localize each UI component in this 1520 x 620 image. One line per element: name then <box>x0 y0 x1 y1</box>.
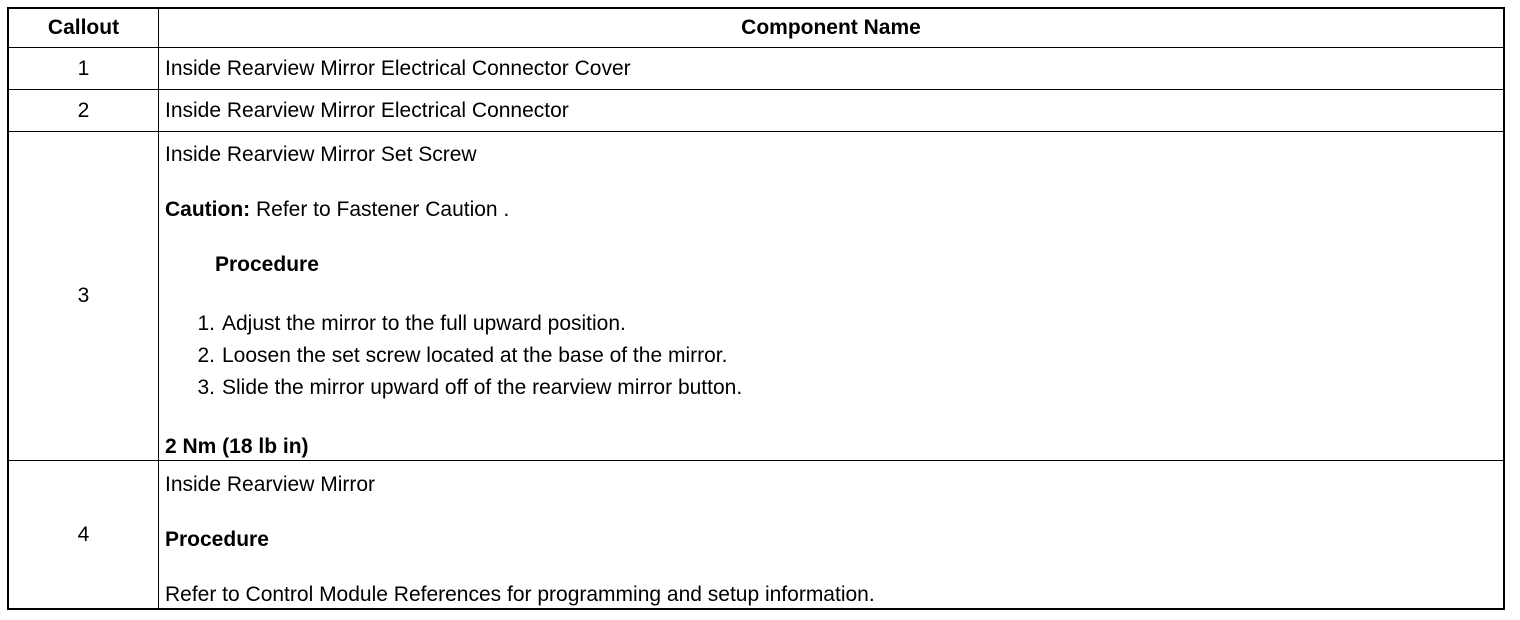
callout-cell: 4 <box>9 461 159 610</box>
callout-cell: 1 <box>9 48 159 90</box>
caution-note <box>165 198 1503 222</box>
component-name-cell: Inside Rearview Mirror Electrical Connector <box>159 90 1504 132</box>
header-component-name: Component Name <box>159 9 1504 48</box>
table-row <box>9 48 1503 90</box>
component-name-cell: Inside Rearview Mirror Electrical Connector Cover <box>159 48 1504 90</box>
step-text: Adjust the mirror to the full upward position. <box>222 312 626 335</box>
caution-text: Refer to Fastener Caution . <box>250 198 510 221</box>
step-number: 1. <box>197 312 215 335</box>
header-callout: Callout <box>9 9 159 48</box>
procedure-note: Refer to Control Module References for programming and setup information. <box>165 583 875 606</box>
component-name-cell <box>159 132 1504 461</box>
step-number: 3. <box>197 376 215 399</box>
component-table-frame <box>7 7 1505 610</box>
component-name: Inside Rearview Mirror Set Screw <box>165 143 477 166</box>
step-text: Loosen the set screw located at the base of the mirror. <box>222 344 728 367</box>
callout-cell: 3 <box>9 132 159 461</box>
component-table <box>9 9 1503 609</box>
component-name-cell <box>159 461 1504 610</box>
table-row <box>9 132 1503 461</box>
procedure-heading: Procedure <box>165 528 269 551</box>
header-row <box>9 9 1503 48</box>
step-number: 2. <box>197 344 215 367</box>
table-row <box>9 461 1503 610</box>
procedure-step <box>165 340 1503 372</box>
procedure-step <box>165 308 1503 340</box>
torque-spec: 2 Nm (18 lb in) <box>165 435 309 458</box>
component-name: Inside Rearview Mirror <box>165 473 376 496</box>
procedure-steps <box>165 308 1503 404</box>
callout-cell: 2 <box>9 90 159 132</box>
table-row <box>9 90 1503 132</box>
step-text: Slide the mirror upward off of the rearview mirror button. <box>222 376 743 399</box>
procedure-heading: Procedure <box>215 253 319 276</box>
procedure-step <box>165 372 1503 404</box>
caution-label: Caution: <box>165 198 251 221</box>
